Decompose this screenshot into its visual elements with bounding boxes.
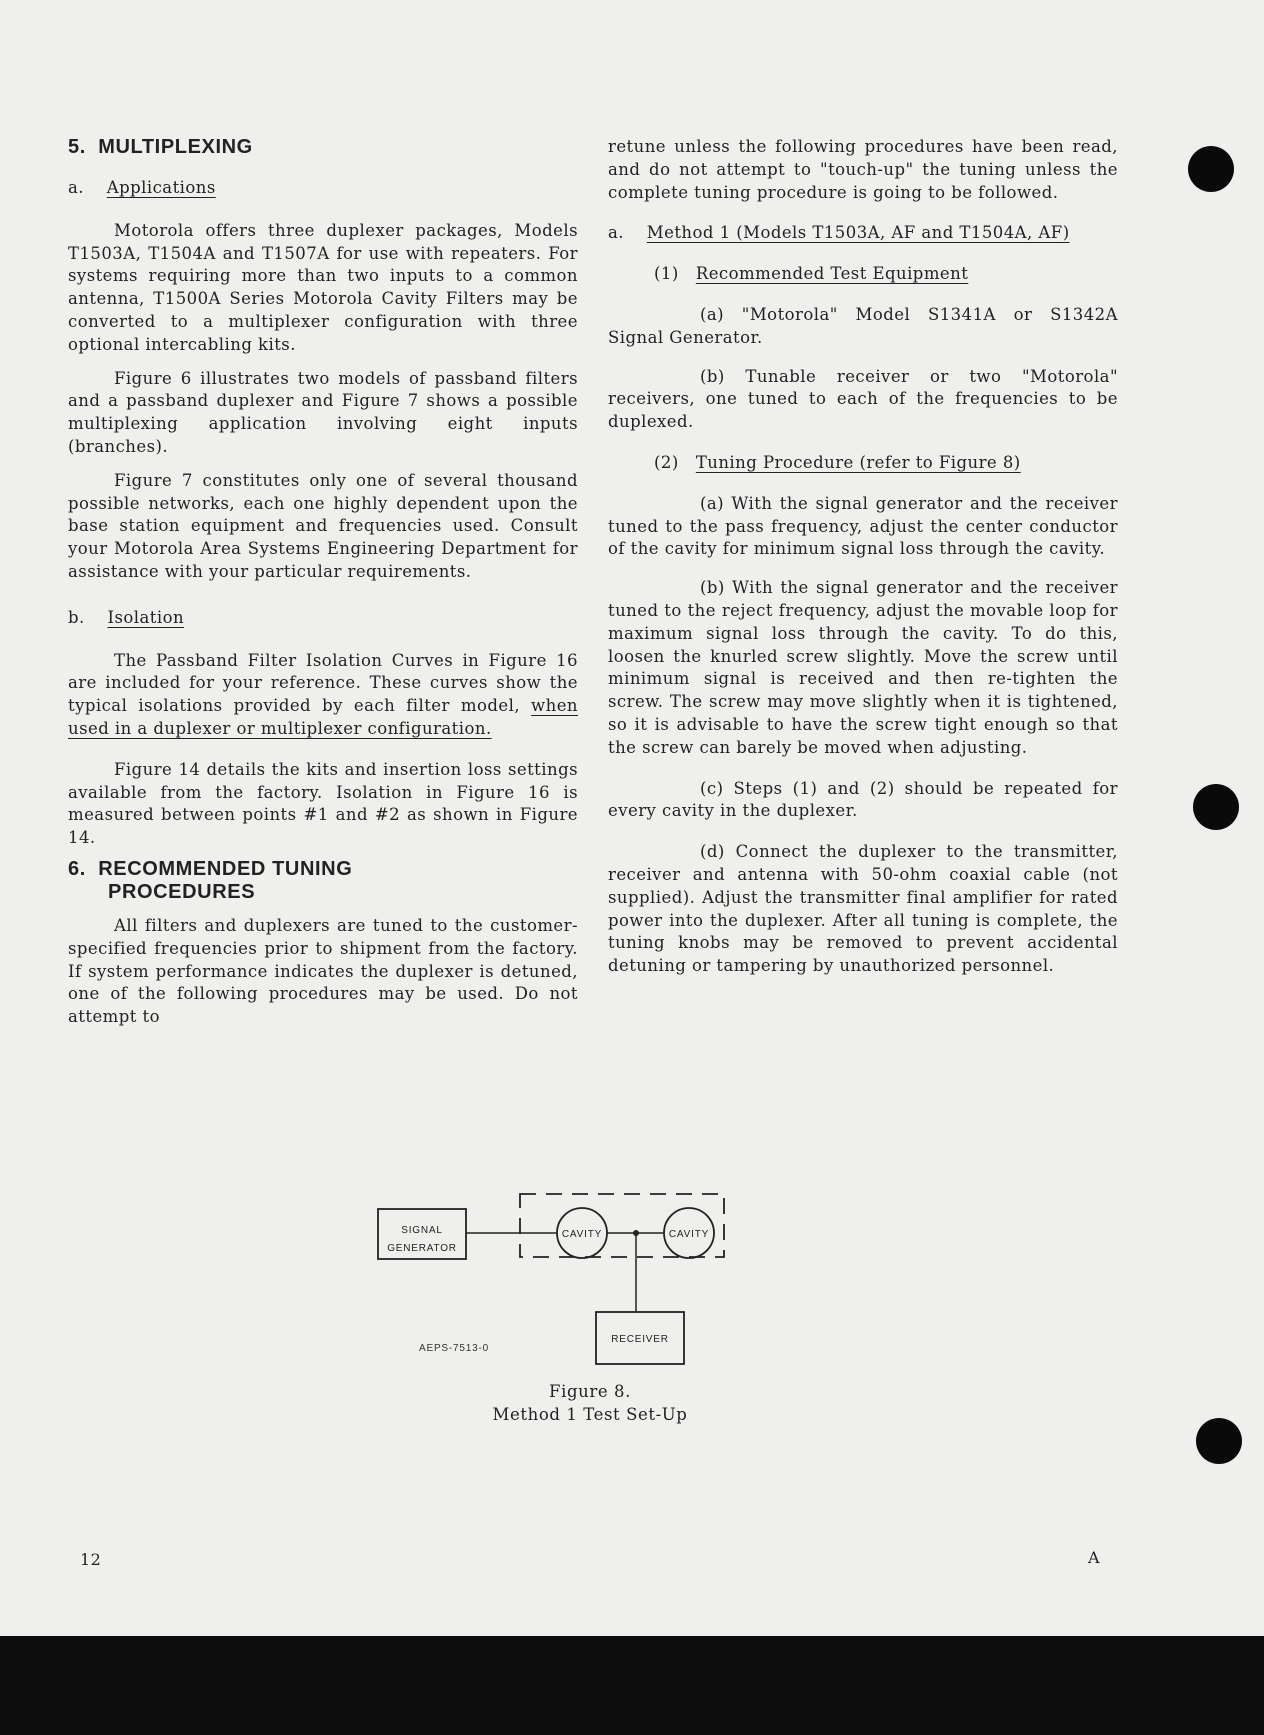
subsection-letter: a. bbox=[68, 178, 84, 197]
signal-generator-label-2: GENERATOR bbox=[387, 1243, 457, 1254]
step-number: (1) bbox=[654, 264, 679, 284]
item-signal-generator: (a) "Motorola" Model S1341A or S1342A Signal Generator. bbox=[608, 304, 1118, 347]
duplexer-outline bbox=[520, 1194, 724, 1257]
figure-code: AEPS-7513-0 bbox=[419, 1343, 489, 1354]
item-repeat-steps: (c) Steps (1) and (2) should be repeated for every cavity in the duplexer. bbox=[608, 778, 1118, 821]
paragraph-figure-6: Figure 6 illustrates two models of passband filters and a passband duplexer and Figure 7 shows a possible multiplexing application involving eight inputs (branches). bbox=[68, 368, 578, 456]
subsection-letter: a. bbox=[608, 223, 624, 243]
item-receiver: (b) Tunable receiver or two "Motorola" receivers, one tuned to each of the frequencies to be duplexed. bbox=[608, 366, 1118, 432]
method-1-heading bbox=[608, 222, 1118, 245]
figure-caption-title: Method 1 Test Set-Up bbox=[492, 1405, 688, 1424]
right-column bbox=[608, 136, 1118, 978]
item-reject-frequency: (b) With the signal generator and the receiver tuned to the reject frequency, adjust the movable loop for maximum signal loss through the cavity. To do this, loosen the knurled screw slightly. Move the screw until minimum signal is received and then re-tighten the screw. The screw may move slightly when it is tightened, so it is advisable to have the screw tight enough so that the screw can barely be moved when adjusting. bbox=[608, 578, 1118, 757]
cavity-1-label: CAVITY bbox=[561, 1229, 603, 1240]
figure-caption-number: Figure 8. bbox=[549, 1382, 631, 1401]
section-number: 5. bbox=[68, 136, 86, 158]
subsection-title: Isolation bbox=[107, 607, 185, 627]
scan-bottom-border bbox=[0, 1636, 1264, 1735]
paragraph-text: The Passband Filter Isolation Curves in Figure 16 are included for your reference. These curves show the typical isolations provided by each filter model, bbox=[68, 650, 578, 716]
punch-hole-middle bbox=[1193, 784, 1239, 830]
paragraph-figure-7: Figure 7 constitutes only one of several thousand possible networks, each one highly dependent upon the base station equipment and frequencies used. Consult your Motorola Area Systems Engineering Department for assistance with your particular requirements. bbox=[68, 470, 578, 581]
paragraph-continued: retune unless the following procedures have been read, and do not attempt to "touch-up" the tuning unless the complete tuning procedure is going to be followed. bbox=[608, 137, 1118, 202]
paragraph-figure-14: Figure 14 details the kits and insertion loss settings available from the factory. Isolation in Figure 16 is measured between points #1 and #2 as shown in Figure 14. bbox=[68, 759, 578, 848]
subsection-b-heading bbox=[68, 607, 578, 630]
paragraph-tuning-intro: All filters and duplexers are tuned to the customer-specified frequencies prior to shipment from the factory. If system performance indicates the duplexer is detuned, one of the following procedures may be used. Do not attempt to bbox=[68, 915, 578, 1027]
subsection-a-heading bbox=[68, 177, 578, 200]
cavity-2-label: CAVITY bbox=[668, 1229, 710, 1240]
section-number: 6. bbox=[68, 857, 86, 880]
paragraph-applications: Motorola offers three duplexer packages, Models T1503A, T1504A and T1507A for use with repeaters. For systems requiring more than two inputs to a common antenna, T1500A Series Motorola Cavity Filters may be converted to a multiplexer configuration with three optional intercabling kits. bbox=[68, 220, 578, 354]
punch-hole-bottom bbox=[1196, 1418, 1242, 1464]
signal-generator-label-1: SIGNAL bbox=[401, 1225, 443, 1236]
section-6-heading bbox=[68, 858, 578, 904]
left-column bbox=[68, 136, 578, 1029]
step-1-heading bbox=[608, 263, 1118, 286]
subsection-letter: b. bbox=[68, 607, 85, 627]
receiver-label: RECEIVER bbox=[611, 1334, 669, 1345]
page-number: 12 bbox=[80, 1550, 102, 1569]
step-number: (2) bbox=[654, 452, 679, 472]
paragraph-isolation bbox=[68, 650, 578, 741]
method-title: Method 1 (Models T1503A, AF and T1504A, AF) bbox=[646, 223, 1070, 243]
section-title-line-1: RECOMMENDED TUNING bbox=[98, 857, 353, 880]
test-setup-diagram bbox=[370, 1185, 770, 1375]
section-5-heading bbox=[68, 136, 578, 159]
item-pass-frequency: (a) With the signal generator and the receiver tuned to the pass frequency, adjust the center conductor of the cavity for minimum signal loss through the cavity. bbox=[608, 493, 1118, 559]
step-title: Recommended Test Equipment bbox=[695, 264, 969, 284]
section-title: MULTIPLEXING bbox=[98, 136, 253, 158]
subsection-title: Applications bbox=[106, 178, 216, 197]
underlined-text: when used in a duplexer or multiplexer configuration. bbox=[68, 696, 578, 738]
section-title-line-2: PROCEDURES bbox=[108, 880, 256, 903]
step-title: Tuning Procedure (refer to Figure 8) bbox=[695, 452, 1021, 472]
item-connect-duplexer: (d) Connect the duplexer to the transmitter, receiver and antenna with 50-ohm coaxial cable (not supplied). Adjust the transmitter final amplifier for rated power into the duplexer. After all tuning is complete, the tuning knobs may be removed to prevent accidental detuning or tampering by unauthorized personnel. bbox=[608, 842, 1118, 976]
punch-hole-top bbox=[1188, 146, 1234, 192]
step-2-heading bbox=[608, 452, 1118, 475]
revision-letter: A bbox=[1088, 1548, 1101, 1567]
